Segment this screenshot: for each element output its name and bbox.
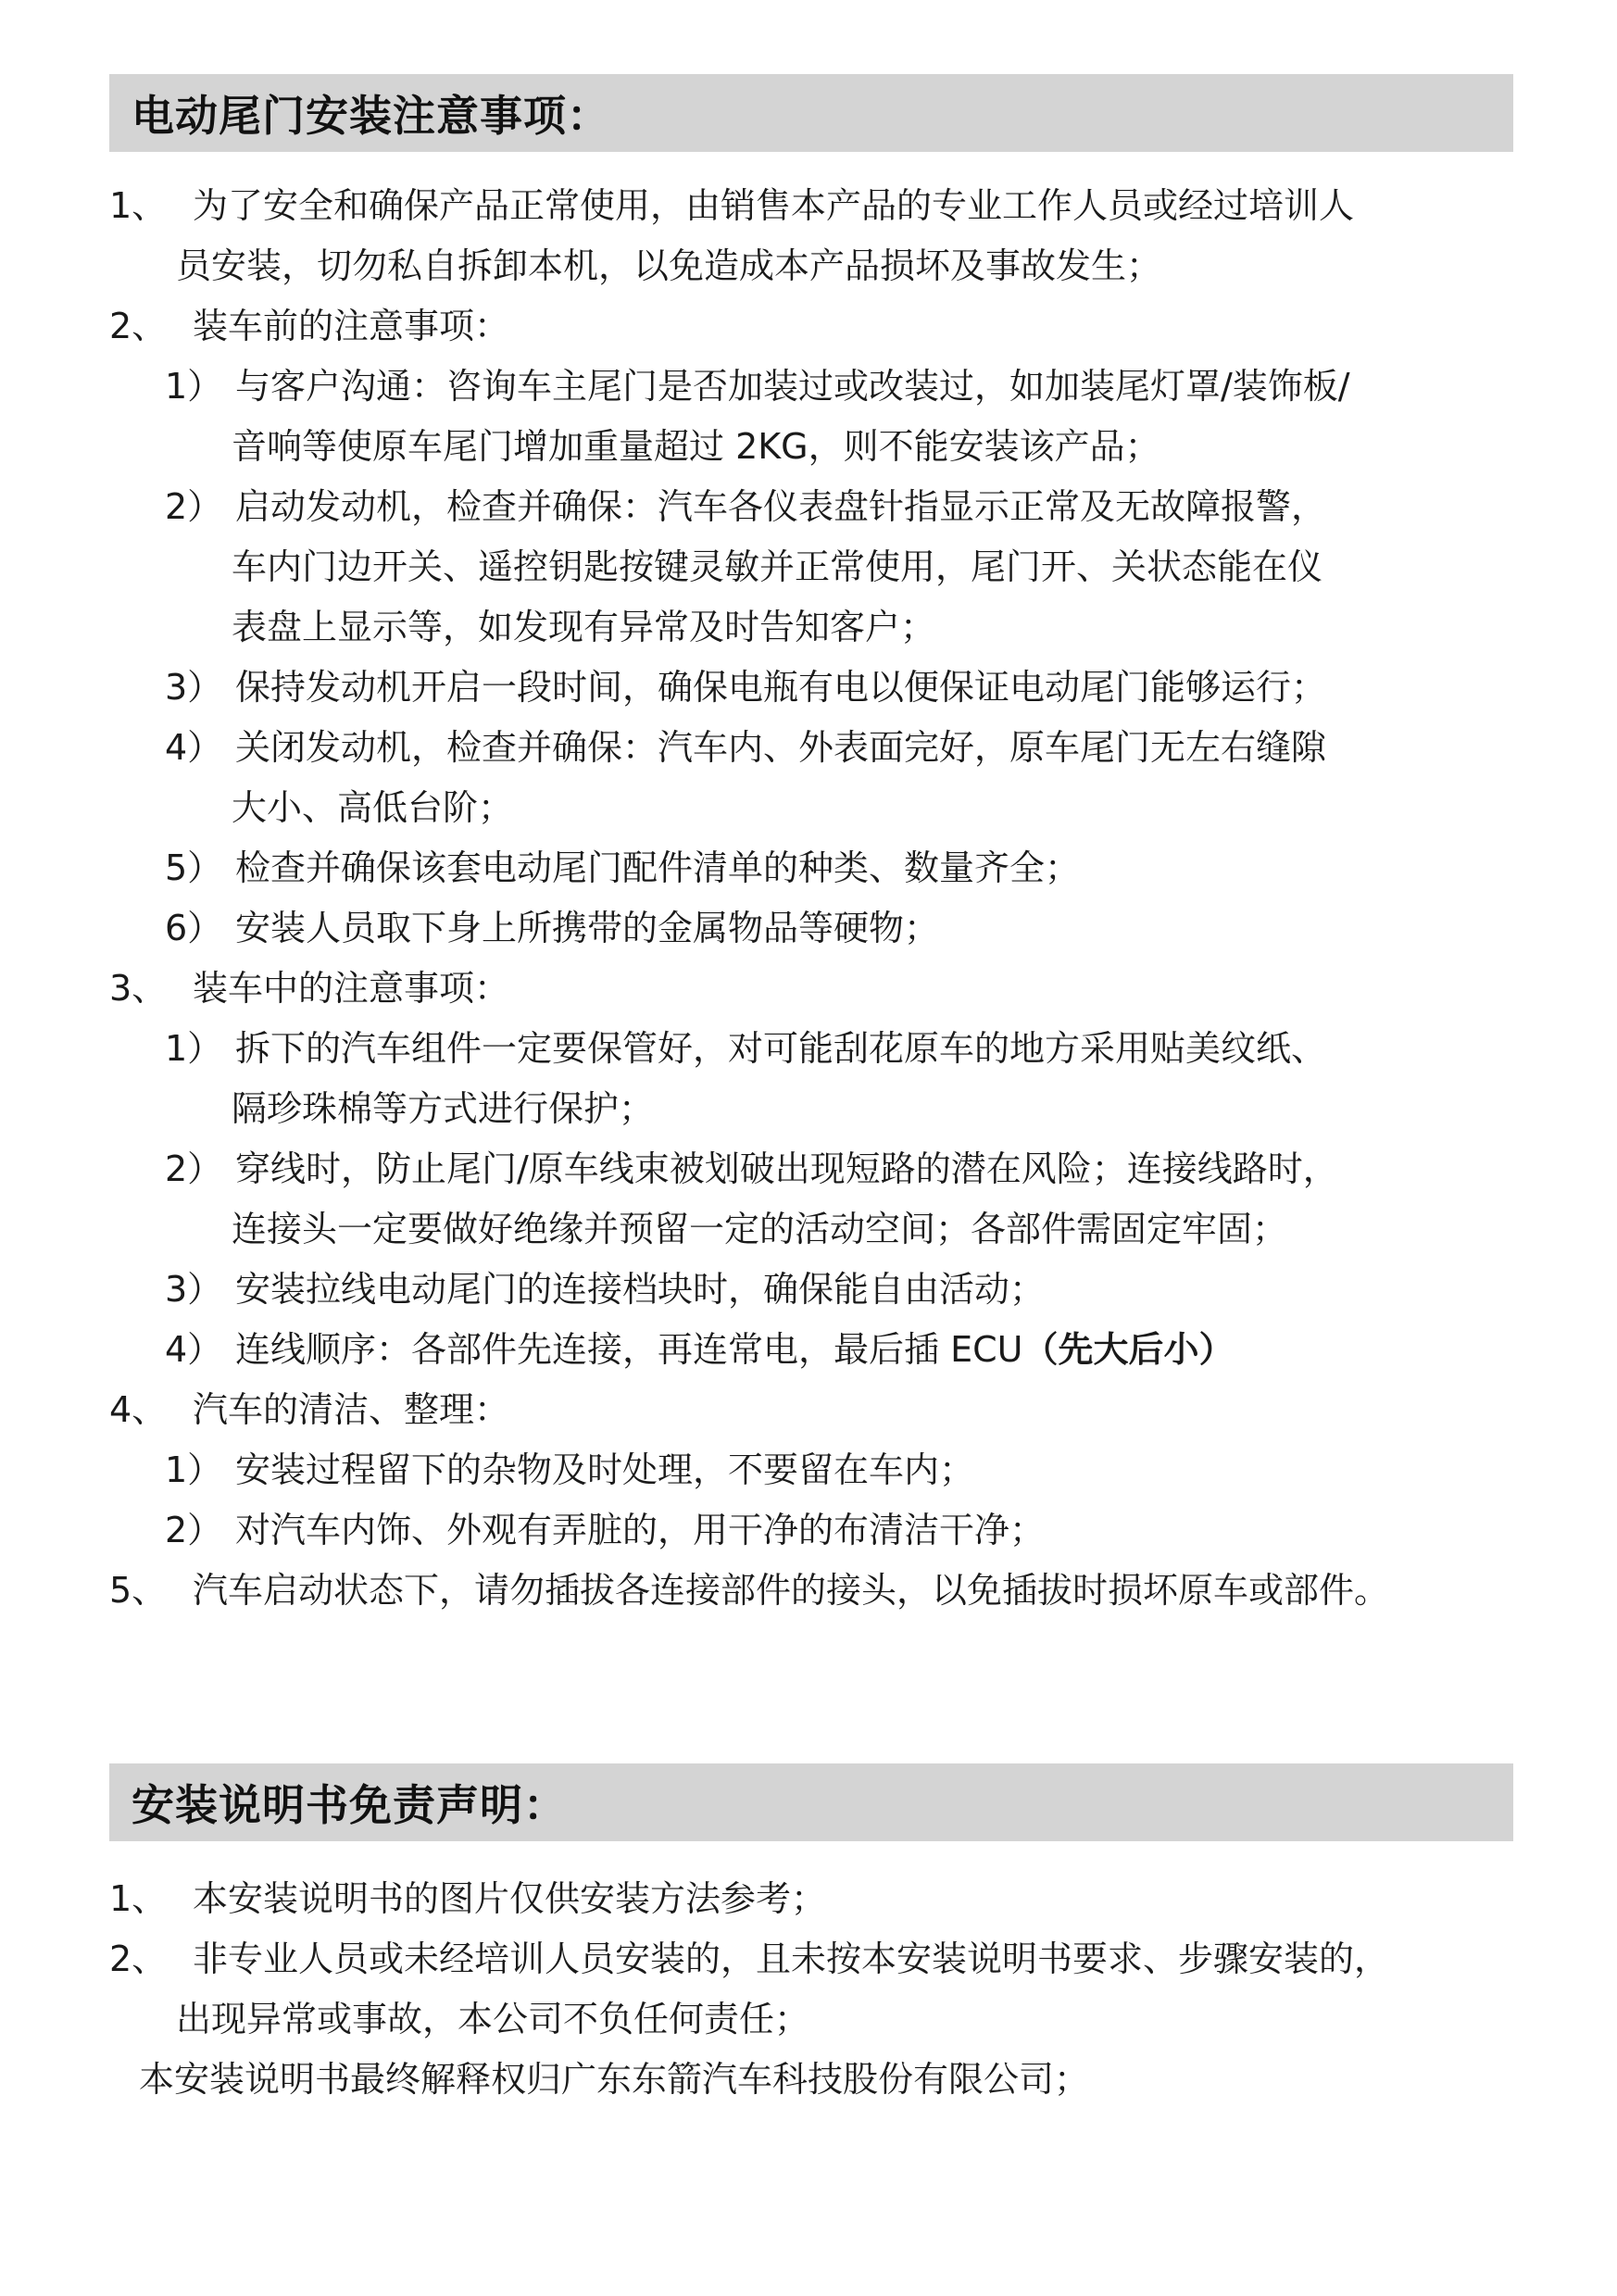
item-number: 5、 [109, 1570, 168, 1611]
final-interpretation-statement: 本安装说明书最终解释权归广东东箭汽车科技股份有限公司； [139, 2059, 1090, 2100]
item-number: 4、 [109, 1389, 168, 1430]
sub-item-number: 2） [165, 486, 223, 527]
item-number: 2、 [109, 1938, 168, 1979]
disclaimer-item-2 [109, 1929, 1517, 1989]
item-text: 汽车启动状态下，请勿插拔各连接部件的接头，以免插拔时损坏原车或部件。 [193, 1570, 1390, 1611]
disclaimer-section-title: 安装说明书免责声明： [109, 1763, 1513, 1841]
sub-item-text-continued: 车内门边开关、遥控钥匙按键灵敏并正常使用，尾门开、关状态能在仪 [232, 546, 1323, 587]
item-number: 3、 [109, 968, 168, 1009]
cleaning-sublist [165, 1440, 1517, 1561]
disclaimer-list [109, 1869, 1517, 2110]
item-text-continued: 员安装，切勿私自拆卸本机，以免造成本产品损坏及事故发生； [176, 245, 1162, 286]
item-number: 1、 [109, 1878, 168, 1919]
sub-item-number: 2） [165, 1148, 223, 1189]
sub-item-number: 5） [165, 847, 223, 888]
item-heading: 装车中的注意事项： [193, 968, 510, 1009]
wiring-order-emphasis: （先大后小） [1022, 1329, 1235, 1370]
sub-item [165, 477, 1517, 537]
disclaimer-item-1 [109, 1869, 1517, 1929]
sub-item-text: 安装拉线电动尾门的连接档块时，确保能自由活动； [235, 1269, 1046, 1310]
sub-item-text: 对汽车内饰、外观有弄脏的，用干净的布清洁干净； [235, 1510, 1046, 1550]
sub-item-number: 1） [165, 1449, 223, 1490]
sub-item [165, 718, 1517, 778]
precaution-item-5 [109, 1561, 1517, 1621]
item-number: 2、 [109, 306, 168, 346]
sub-item [165, 898, 1517, 959]
sub-item-text: 安装过程留下的杂物及时处理，不要留在车内； [235, 1449, 975, 1490]
sub-item-text: 关闭发动机，检查并确保：汽车内、外表面完好，原车尾门无左右缝隙 [235, 727, 1327, 768]
sub-item-text: 保持发动机开启一段时间，确保电瓶有电以便保证电动尾门能够运行； [235, 667, 1327, 708]
sub-item [165, 1320, 1517, 1380]
sub-item-text: 穿线时，防止尾门/原车线束被划破出现短路的潜在风险；连接线路时， [235, 1148, 1338, 1189]
sub-item [165, 1260, 1517, 1320]
precaution-item-4 [109, 1380, 1517, 1440]
sub-item-number: 6） [165, 908, 223, 948]
item-text: 非专业人员或未经培训人员安装的，且未按本安装说明书要求、步骤安装的， [193, 1938, 1390, 1979]
sub-item-text-continued: 音响等使原车尾门增加重量超过 2KG，则不能安装该产品； [232, 426, 1160, 467]
sub-item-number: 2） [165, 1510, 223, 1550]
item-heading: 汽车的清洁、整理： [193, 1389, 510, 1430]
during-install-sublist [165, 1019, 1517, 1380]
sub-item [165, 1440, 1517, 1500]
item-heading: 装车前的注意事项： [193, 306, 510, 346]
wiring-order-text: 连线顺序：各部件先连接，再连常电，最后插 ECU [235, 1329, 1023, 1370]
sub-item-text: 与客户沟通：咨询车主尾门是否加装过或改装过，如加装尾灯罩/装饰板/ [235, 366, 1350, 407]
sub-item-text-continued: 大小、高低台阶； [232, 787, 514, 828]
sub-item-number: 3） [165, 667, 223, 708]
sub-item-text: 安装人员取下身上所携带的金属物品等硬物； [235, 908, 940, 948]
item-number: 1、 [109, 185, 168, 226]
sub-item-number: 4） [165, 727, 223, 768]
sub-item-number: 4） [165, 1329, 223, 1370]
sub-item-number: 1） [165, 366, 223, 407]
sub-item-text-continued: 隔珍珠棉等方式进行保护； [232, 1088, 655, 1129]
precaution-item-3 [109, 959, 1517, 1019]
sub-item-number: 1） [165, 1028, 223, 1069]
item-text-continued: 出现异常或事故，本公司不负任何责任； [176, 1999, 810, 2039]
sub-item-text: 拆下的汽车组件一定要保管好，对可能刮花原车的地方采用贴美纹纸、 [235, 1028, 1327, 1069]
item-text: 为了安全和确保产品正常使用，由销售本产品的专业工作人员或经过培训人 [193, 185, 1355, 226]
sub-item-text-continued: 连接头一定要做好绝缘并预留一定的活动空间；各部件需固定牢固； [232, 1209, 1288, 1249]
item-text: 本安装说明书的图片仅供安装方法参考； [193, 1878, 827, 1919]
sub-item [165, 658, 1517, 718]
sub-item-number: 3） [165, 1269, 223, 1310]
sub-item [165, 1139, 1517, 1199]
sub-item [165, 1019, 1517, 1079]
sub-item [165, 1500, 1517, 1561]
precaution-item-2 [109, 296, 1517, 357]
precaution-item-1 [109, 176, 1517, 236]
sub-item [165, 838, 1517, 898]
sub-item [165, 357, 1517, 417]
sub-item-text-continued: 表盘上显示等，如发现有异常及时告知客户； [232, 607, 936, 647]
precautions-list [109, 176, 1517, 1621]
sub-item-text: 启动发动机，检查并确保：汽车各仪表盘针指显示正常及无故障报警， [235, 486, 1327, 527]
sub-item-text: 检查并确保该套电动尾门配件清单的种类、数量齐全； [235, 847, 1081, 888]
precautions-section-title: 电动尾门安装注意事项： [109, 74, 1513, 152]
pre-install-sublist [165, 357, 1517, 959]
sub-item-text [235, 1320, 1517, 1380]
